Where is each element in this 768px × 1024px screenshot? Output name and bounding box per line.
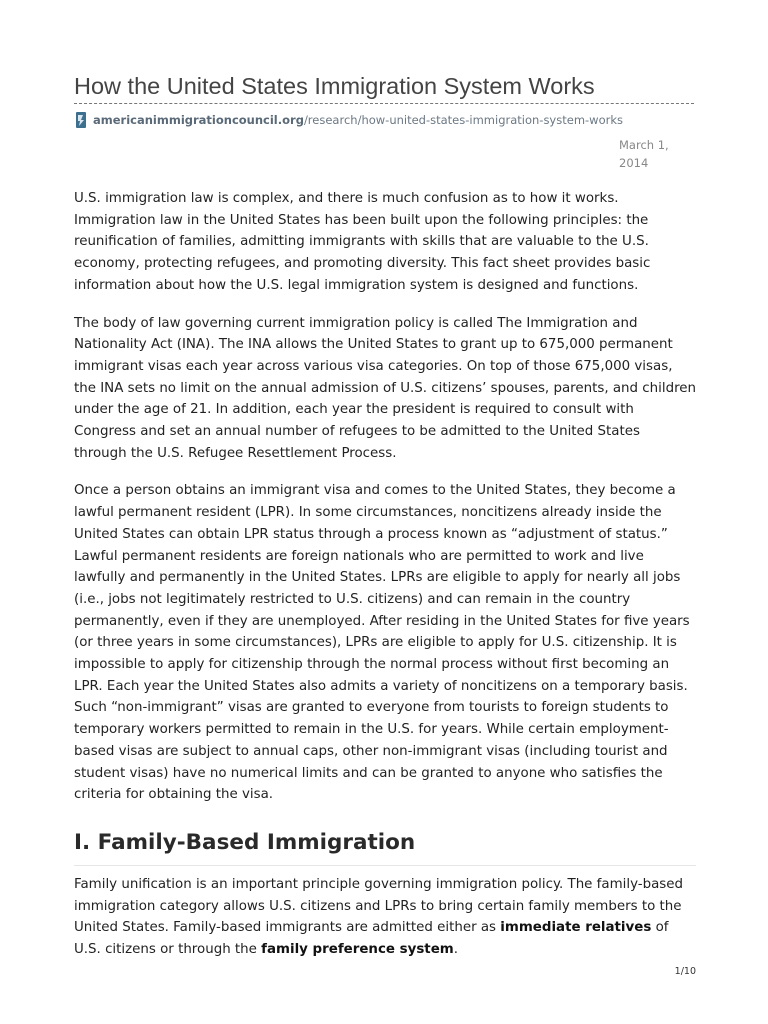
bold-term-immediate-relatives: immediate relatives xyxy=(500,920,652,936)
source-path[interactable]: /research/how-united-states-immigration-system-works xyxy=(303,113,623,127)
source-url[interactable] xyxy=(76,111,623,129)
article-body xyxy=(74,188,696,977)
source-domain[interactable]: americanimmigrationcouncil.org xyxy=(93,113,304,127)
publish-date: March 1, 2014 xyxy=(619,138,669,170)
page-number: 1/10 xyxy=(674,966,696,977)
paragraph: Once a person obtains an immigrant visa and comes to the United States, they become a lawful permanent resident (LPR). In some circumstances, noncitizens already inside the United States can obtain LPR status through a process known as “adjustment of status.” Lawful permanent residents are foreign nationals who are permitted to work and live lawfully and permanently in the United States. LPRs are eligible to apply for nearly all jobs (i.e., jobs not legitimately restricted to U.S. citizens) and can remain in the country permanently, even if they are unemployed. After residing in the United States for five years (or three years in some circumstances), LPRs are eligible to apply for U.S. citizenship. It is impossible to apply for citizenship through the normal process without first becoming an LPR. Each year the United States also admits a variety of noncitizens on a temporary basis. Such “non-immigrant” visas are granted to everyone from tourists to foreign students to temporary workers permitted to remain in the U.S. for years. While certain employment-based visas are subject to annual caps, other non-immigrant visas (including tourist and student visas) have no numerical limits and can be granted to anyone who satisfies the criteria for obtaining the visa. xyxy=(74,483,690,803)
text-segment: . xyxy=(453,942,459,958)
page-title: How the United States Immigration System Works xyxy=(74,73,595,99)
bold-term-family-preference-system: family preference system xyxy=(261,942,454,958)
paragraph: U.S. immigration law is complex, and there is much confusion as to how it works. Immigration law in the United States has been built upon the following principles: the reunification of families, admitting immigrants with skills that are valuable to the U.S. economy, protecting refugees, and promoting diversity. This fact sheet provides basic information about how the U.S. legal immigration system is designed and functions. xyxy=(74,191,651,293)
site-favicon-icon xyxy=(76,112,86,128)
text-segment: Family unification is an important principle governing immigration policy. The family-based immigration category allows U.S. citizens and LPRs to bring certain family members to the United States. Family-based immigrants are admitted either as xyxy=(74,876,684,936)
paragraph xyxy=(74,874,696,961)
text-segment: of U.S. citizens or through the xyxy=(74,920,669,958)
title-divider xyxy=(74,103,694,104)
section-heading: I. Family-Based Immigration xyxy=(74,829,696,866)
paragraph: The body of law governing current immigration policy is called The Immigration and Nationality Act (INA). The INA allows the United States to grant up to 675,000 permanent immigrant visas each year across various visa categories. On top of those 675,000 visas, the INA sets no limit on the annual admission of U.S. citizens’ spouses, parents, and children under the age of 21. In addition, each year the president is required to consult with Congress and set an annual number of refugees to be admitted to the United States through the U.S. Refugee Resettlement Process. xyxy=(74,315,697,461)
